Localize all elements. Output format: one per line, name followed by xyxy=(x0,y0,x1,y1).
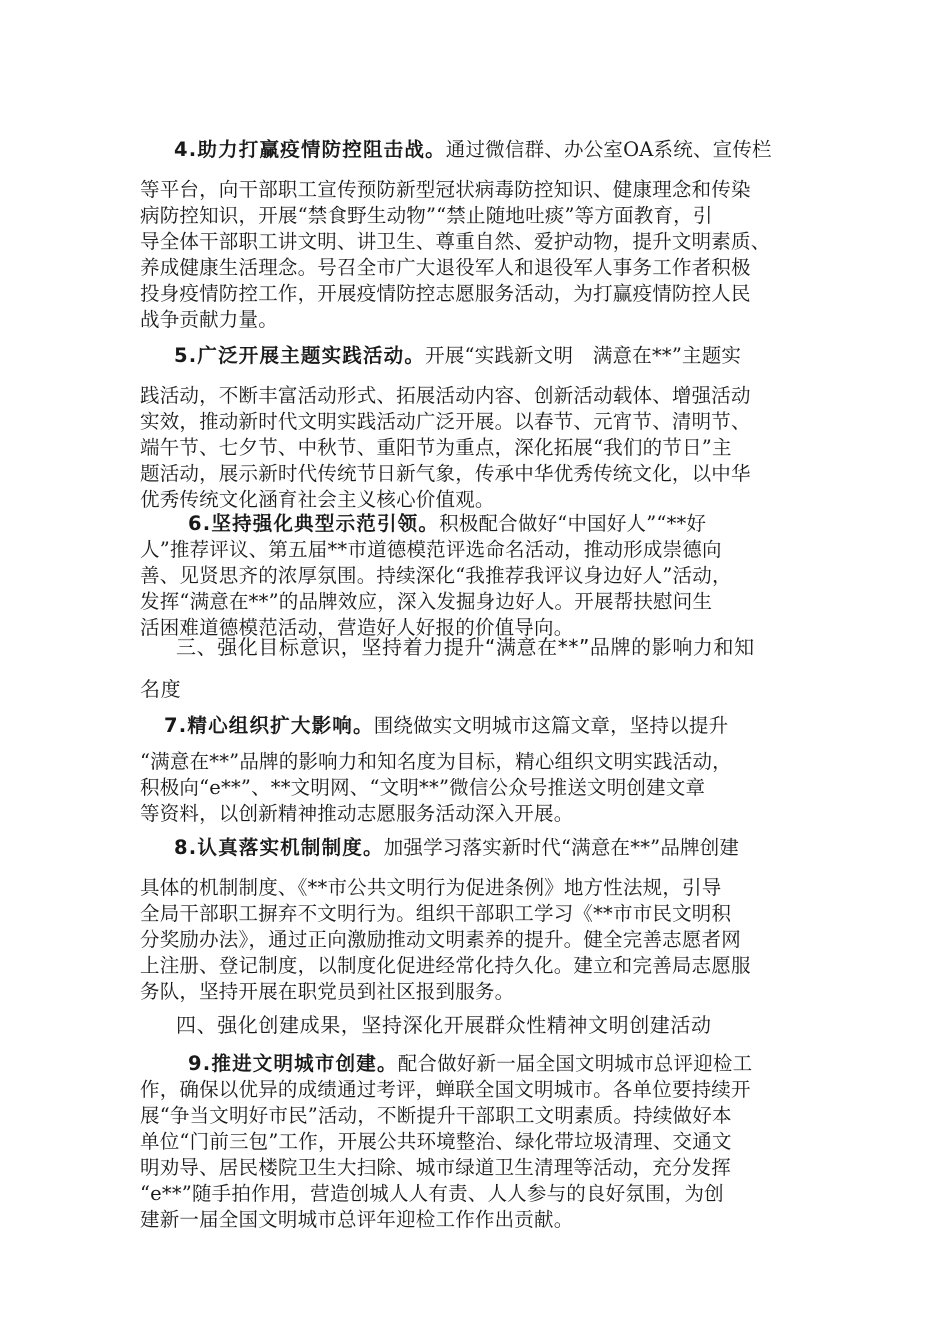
paragraph-5-heading: 5.广泛开展主题实践活动。 xyxy=(174,344,426,367)
paragraph-5-line: 题活动，展示新时代传统节日新气象，传承中华优秀传统文化，以中华 xyxy=(140,462,751,485)
paragraph-7-line: 等资料，以创新精神推动志愿服务活动深入开展。 xyxy=(140,802,574,825)
paragraph-6-first-line xyxy=(188,510,706,537)
paragraph-4-lead: 通过微信群、办公室OA系统、宣传栏 xyxy=(445,138,772,161)
paragraph-4-line: 投身疫情防控工作，开展疫情防控志愿服务活动，为打赢疫情防控人民 xyxy=(140,282,751,305)
paragraph-6-lead: 积极配合做好“中国好人”“**好 xyxy=(439,512,707,535)
paragraph-5-first-line xyxy=(174,342,741,369)
paragraph-9-line: 作，确保以优异的成绩通过考评，蝉联全国文明城市。各单位要持续开 xyxy=(140,1078,751,1101)
paragraph-8-line: 全局干部职工摒弃不文明行为。组织干部职工学习《**市市民文明积 xyxy=(140,902,732,925)
paragraph-4-line: 养成健康生活理念。号召全市广大退役军人和退役军人事务工作者积极 xyxy=(140,256,751,279)
section-4-heading: 四、强化创建成果，坚持深化开展群众性精神文明创建活动 xyxy=(176,1013,712,1037)
paragraph-9-line: 建新一届全国文明城市总评年迎检工作作出贡献。 xyxy=(140,1208,574,1231)
paragraph-4-heading: 4.助力打赢疫情防控阻击战。 xyxy=(174,138,446,161)
paragraph-9-lead: 配合做好新一届全国文明城市总评迎检工 xyxy=(397,1052,753,1075)
paragraph-8-line: 上注册、登记制度，以制度化促进经常化持久化。建立和完善局志愿服 xyxy=(140,954,751,977)
section-3-heading-line-1: 三、强化目标意识，坚持着力提升“满意在**”品牌的影响力和知 xyxy=(176,635,755,659)
paragraph-8-line: 具体的机制制度、《**市公共文明行为促进条例》地方性法规，引导 xyxy=(140,876,722,899)
paragraph-9-line: “e**”随手拍作用，营造创城人人有责、人人参与的良好氛围，为创 xyxy=(140,1182,724,1205)
paragraph-5-line: 实效，推动新时代文明实践活动广泛开展。以春节、元宵节、清明节、 xyxy=(140,410,751,433)
paragraph-4-line: 病防控知识，开展“禁食野生动物”“禁止随地吐痰”等方面教育，引 xyxy=(140,204,713,227)
paragraph-7-first-line xyxy=(164,712,728,739)
paragraph-4-line: 等平台，向干部职工宣传预防新型冠状病毒防控知识、健康理念和传染 xyxy=(140,178,751,201)
paragraph-9-heading: 9.推进文明城市创建。 xyxy=(188,1052,398,1075)
paragraph-7-heading: 7.精心组织扩大影响。 xyxy=(164,714,374,737)
paragraph-7-lead: 围绕做实文明城市这篇文章，坚持以提升 xyxy=(373,714,729,737)
paragraph-9-first-line xyxy=(188,1050,752,1077)
paragraph-8-heading: 8.认真落实机制制度。 xyxy=(174,836,384,859)
paragraph-6-heading: 6.坚持强化典型示范引领。 xyxy=(188,512,440,535)
paragraph-6-line: 发挥“满意在**”的品牌效应，深入发掘身边好人。开展帮扶慰问生 xyxy=(140,590,713,613)
section-3-heading-line-2: 名度 xyxy=(140,677,182,701)
paragraph-4-line: 战争贡献力量。 xyxy=(140,308,278,331)
paragraph-7-line: 积极向“e**”、**文明网、“文明**”微信公众号推送文明创建文章 xyxy=(140,776,706,799)
paragraph-6-line: 人”推荐评议、第五届**市道德模范评选命名活动，推动形成崇德向 xyxy=(140,538,722,561)
paragraph-8-line: 分奖励办法》，通过正向激励推动文明素养的提升。健全完善志愿者网 xyxy=(140,928,741,951)
paragraph-4-first-line xyxy=(174,136,772,163)
paragraph-4-line: 导全体干部职工讲文明、讲卫生、尊重自然、爱护动物，提升文明素质、 xyxy=(140,230,771,253)
paragraph-8-line: 务队，坚持开展在职党员到社区报到服务。 xyxy=(140,980,515,1003)
paragraph-5-line: 优秀传统文化涵育社会主义核心价值观。 xyxy=(140,488,495,511)
paragraph-9-line: 明劝导、居民楼院卫生大扫除、城市绿道卫生清理等活动，充分发挥 xyxy=(140,1156,732,1179)
paragraph-6-line: 善、见贤思齐的浓厚氛围。持续深化“我推荐我评议身边好人”活动， xyxy=(140,564,732,587)
paragraph-6-line: 活困难道德模范活动，营造好人好报的价值导向。 xyxy=(140,616,574,639)
paragraph-7-line: “满意在**”品牌的影响力和知名度为目标，精心组织文明实践活动， xyxy=(140,750,732,773)
paragraph-8-first-line xyxy=(174,834,739,861)
paragraph-8-lead: 加强学习落实新时代“满意在**”品牌创建 xyxy=(383,836,740,859)
paragraph-5-line: 践活动，不断丰富活动形式、拓展活动内容、创新活动载体、增强活动 xyxy=(140,384,751,407)
paragraph-9-line: 单位“门前三包”工作，开展公共环境整治、绿化带垃圾清理、交通文 xyxy=(140,1130,732,1153)
paragraph-5-line: 端午节、七夕节、中秋节、重阳节为重点，深化拓展“我们的节日”主 xyxy=(140,436,732,459)
paragraph-9-line: 展“争当文明好市民”活动，不断提升干部职工文明素质。持续做好本 xyxy=(140,1104,732,1127)
paragraph-5-lead: 开展“实践新文明 满意在**”主题实 xyxy=(425,344,742,367)
